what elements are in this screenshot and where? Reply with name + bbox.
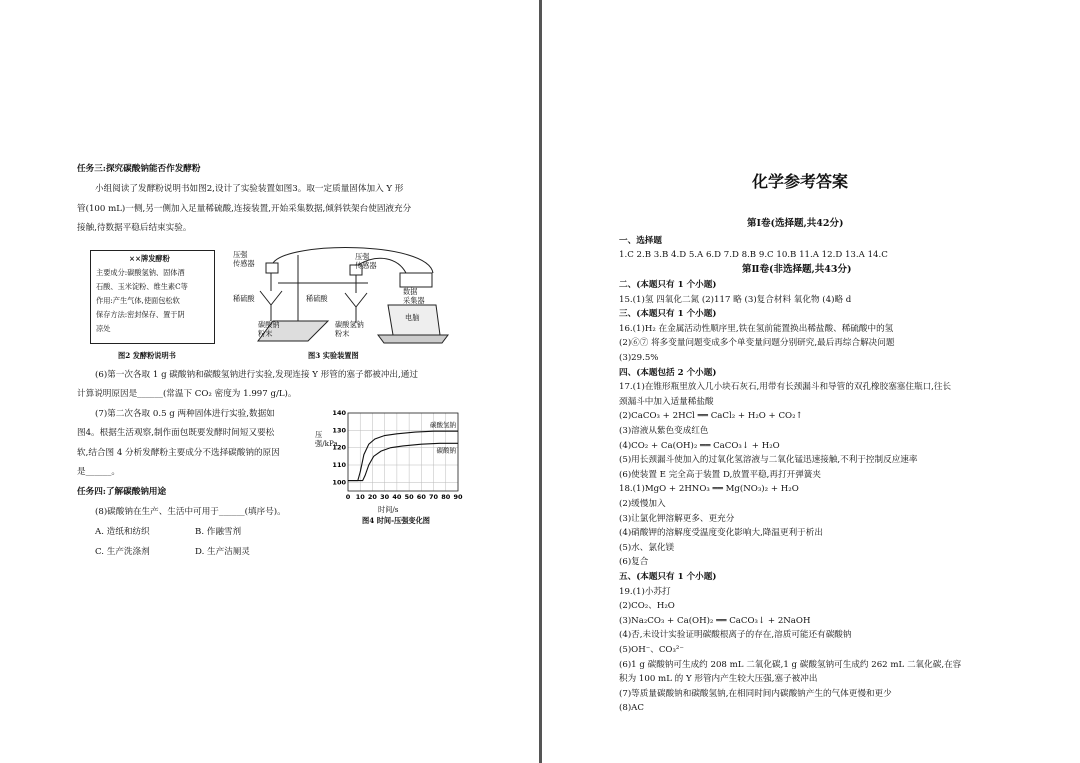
collector-box <box>400 273 432 287</box>
label-line-2: 石酸、玉米淀粉、维生素C等 <box>96 282 188 291</box>
fig4-caption: 图4 时间-压强变化图 <box>362 516 430 525</box>
answer-line: 16.(1)H₂ 在金属活动性顺序里,铁在氢前能置换出稀盐酸、稀硫酸中的氢 <box>619 323 894 334</box>
task4-title: 任务四:了解碳酸钠用途 <box>77 487 167 497</box>
intro-line-1: 小组阅读了发酵粉说明书如图2,设计了实验装置如图3。取一定质量固体加入 Y 形 <box>95 184 404 194</box>
y-tick-label: 140 <box>332 409 346 417</box>
answer-line: (6)复合 <box>619 557 649 568</box>
part1-title: 第Ⅰ卷(选择题,共42分) <box>747 218 844 229</box>
sensor-1-label: 压强 传感器 <box>233 250 255 268</box>
x-tick-label: 0 <box>345 493 351 501</box>
chart-xlabel: 时间/s <box>378 505 399 514</box>
y-tick-label: 130 <box>332 426 346 435</box>
q7-line-3: 软,结合图 4 分析发酵粉主要成分不选择碳酸钠的原因 <box>77 448 280 458</box>
option-c: C. 生产洗涤剂 <box>95 547 150 557</box>
answer-line: (4)CO₂ + Ca(OH)₂ ══ CaCO₃↓ + H₂O <box>619 440 780 451</box>
intro-line-3: 接触,待数据平稳后结束实验。 <box>77 223 192 233</box>
answer-line: 17.(1)在锥形瓶里放入几小块石灰石,用带有长颈漏斗和导管的双孔橡胶塞塞住瓶口,往长 <box>619 382 952 393</box>
y-tick-label: 110 <box>332 461 346 469</box>
option-b: B. 作融雪剂 <box>195 527 242 537</box>
answer-line: (2)CaCO₃ + 2HCl ══ CaCl₂ + H₂O + CO₂↑ <box>619 411 803 422</box>
label-title: ××牌发酵粉 <box>129 254 170 263</box>
q6-line-1: (6)第一次各取 1 g 碳酸钠和碳酸氢钠进行实验,发现连接 Y 形管的塞子都被冲出,通过 <box>95 370 418 380</box>
acid-2-label: 稀硫酸 <box>306 294 328 303</box>
sensor-2-label: 压强 传感器 <box>355 252 377 270</box>
answer-line: 19.(1)小苏打 <box>619 586 671 597</box>
series-line-0 <box>348 431 458 480</box>
x-tick-label: 20 <box>367 493 377 501</box>
series-label-0: 碳酸氢钠 <box>430 421 456 430</box>
answer-line: (7)等质量碳酸钠和碳酸氢钠,在相同时间内碳酸钠产生的气体更慢和更少 <box>619 688 892 699</box>
x-tick-label: 70 <box>429 493 439 501</box>
y-tick-label: 100 <box>332 478 346 487</box>
answer-line: 五、(本题只有 1 个小题) <box>619 572 717 582</box>
pressure-time-chart <box>330 405 470 505</box>
answer-line: (8)AC <box>619 703 644 714</box>
acid-1-label: 稀硫酸 <box>233 294 255 303</box>
x-tick-label: 50 <box>404 493 414 501</box>
powder-2-label: 碳酸氢钠 粉末 <box>335 320 364 338</box>
answer-line: (4)否,未设计实验证明碳酸根离子的存在,溶质可能还有碳酸钠 <box>619 630 852 641</box>
q7-line-1: (7)第二次各取 0.5 g 两种固体进行实验,数据如 <box>95 409 275 419</box>
answer-line: 18.(1)MgO + 2HNO₃ ══ Mg(NO₃)₂ + H₂O <box>619 484 799 495</box>
q7-line-2: 图4。根据生活观察,制作面包既要发酵时间短又要松 <box>77 428 275 438</box>
baking-powder-label-box <box>90 250 215 344</box>
answer-line: (5)OH⁻、CO₃²⁻ <box>619 645 684 655</box>
label-line-4: 保存方法:密封保存、置于阴 <box>96 310 185 319</box>
x-tick-label: 90 <box>453 493 463 501</box>
answer-line: (2)缓慢加入 <box>619 499 666 509</box>
intro-line-2: 管(100 mL)一侧,另一侧加入足量稀硫酸,连接装置,开始采集数据,倾斜铁架台使固液充分 <box>77 204 412 214</box>
tube-1 <box>273 248 433 273</box>
q7-line-4: 是______。 <box>77 467 120 477</box>
answer-line: 三、(本题只有 1 个小题) <box>619 309 717 320</box>
answer-line: (6)1 g 碳酸钠可生成约 208 mL 二氧化碳,1 g 碳酸氢钠可生成约 262 mL 二氧化碳,在容 <box>619 659 962 670</box>
answer-line: 15.(1)氢 四氧化二氮 (2)117 略 (3)复合材料 氧化物 (4)略 d <box>619 294 852 305</box>
sensor-1-box <box>266 263 278 273</box>
answer-line: (5)水、氯化镁 <box>619 542 675 553</box>
answer-line: 积为 100 mL 的 Y 形管内产生较大压强,塞子被冲出 <box>619 674 818 685</box>
powder-1-label: 碳酸钠 粉末 <box>258 320 280 338</box>
collector-label: 数据 采集器 <box>403 287 425 305</box>
y-tube-2 <box>345 293 367 323</box>
answer-line: (3)29.5% <box>619 353 659 363</box>
x-tick-label: 80 <box>441 493 451 501</box>
answer-line: (6)使装置 E 完全高于装置 D,放置平稳,再打开弹簧夹 <box>619 469 821 480</box>
answer-line: (2)CO₂、H₂O <box>619 601 675 612</box>
x-tick-label: 40 <box>392 493 402 501</box>
answer-line: (2)⑥⑦ 将多变量问题变成多个单变量问题分别研究,最后再综合解决问题 <box>619 338 895 349</box>
chart-ylabel: 压强/kPa <box>315 430 338 448</box>
x-tick-label: 60 <box>416 493 426 501</box>
series-label-1: 碳酸钠 <box>436 446 456 455</box>
option-d: D. 生产洁厕灵 <box>195 547 251 557</box>
y-tube-1 <box>260 291 282 321</box>
answer-line: (3)让氯化钾溶解更多、更充分 <box>619 513 735 524</box>
answer-line: 二、(本题只有 1 个小题) <box>619 280 717 290</box>
x-tick-label: 30 <box>380 493 390 501</box>
answer-line: 颈漏斗中加入适量稀盐酸 <box>619 396 714 407</box>
option-a: A. 造纸和纺织 <box>95 527 150 537</box>
part2-title: 第Ⅱ卷(非选择题,共43分) <box>742 264 852 275</box>
answer-title: 化学参考答案 <box>752 172 849 191</box>
right-page <box>542 0 1080 763</box>
mc-answers: 1.C 2.B 3.B 4.D 5.A 6.D 7.D 8.B 9.C 10.B 11.A 12.D 13.A 14.C <box>619 250 888 260</box>
answer-line: 四、(本题包括 2 个小题) <box>619 367 717 378</box>
y-tick-label: 120 <box>332 443 346 452</box>
q8-line: (8)碳酸钠在生产、生活中可用于______(填序号)。 <box>95 507 286 517</box>
answer-line: (3)Na₂CO₃ + Ca(OH)₂ ══ CaCO₃↓ + 2NaOH <box>619 615 811 626</box>
label-line-5: 凉处 <box>96 324 111 333</box>
answer-line: (3)溶液从紫色变成红色 <box>619 426 709 436</box>
task3-title: 任务三:探究碳酸钠能否作发酵粉 <box>77 164 201 174</box>
x-tick-label: 10 <box>355 493 365 501</box>
label-line-1: 主要成分:碳酸氢钠、固体酒 <box>96 268 185 277</box>
section1-title: 一、选择题 <box>619 236 662 246</box>
computer-keyboard <box>378 335 448 343</box>
fig2-caption: 图2 发酵粉说明书 <box>118 351 176 360</box>
q6-line-2: 计算说明原因是______(常温下 CO₂ 密度为 1.997 g/L)。 <box>77 389 297 399</box>
label-line-3: 作用:产生气体,使面包松软 <box>96 296 180 305</box>
answer-line: (5)用长颈漏斗使加入的过氧化氢溶液与二氧化锰迅速接触,不利于控制反应速率 <box>619 455 918 466</box>
answer-line: (4)硝酸钾的溶解度受温度变化影响大,降温更利于析出 <box>619 528 823 539</box>
fig3-caption: 图3 实验装置图 <box>308 351 359 360</box>
computer-label: 电脑 <box>405 313 420 322</box>
